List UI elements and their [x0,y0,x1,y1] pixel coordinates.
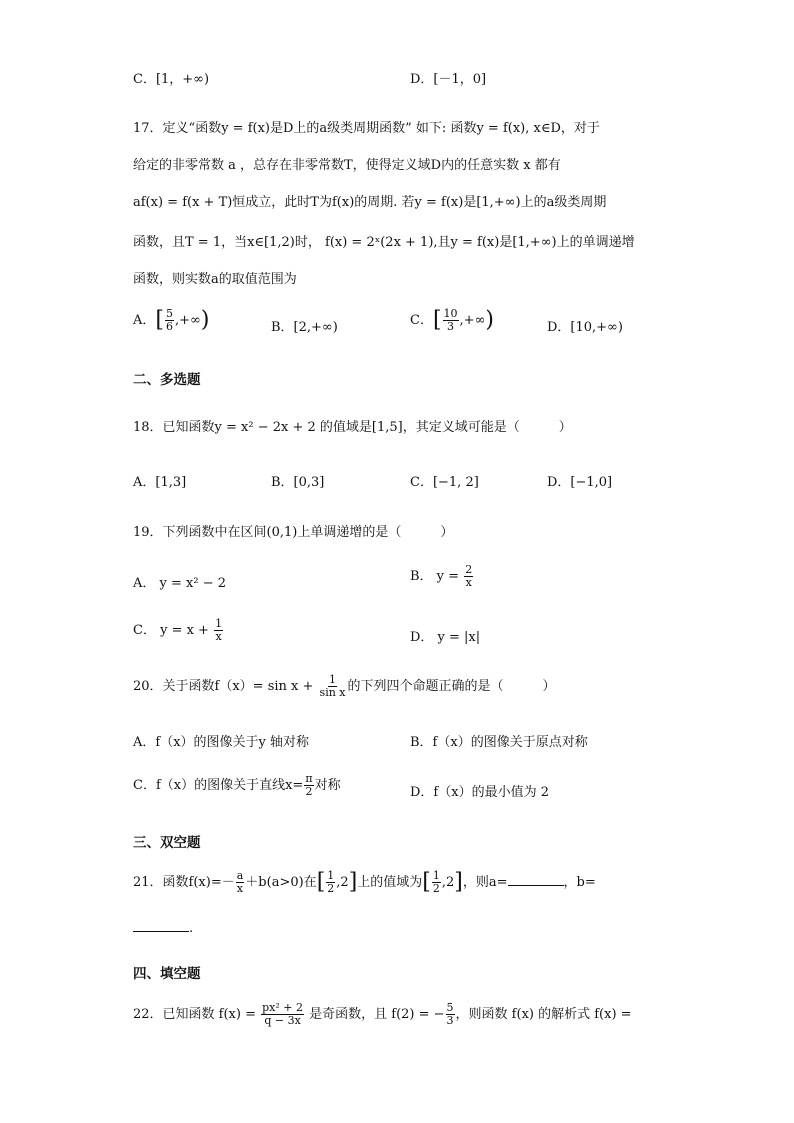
fraction-numerator: 1 [329,673,337,686]
fraction-denominator: 6 [165,320,173,333]
fraction-numerator: 5 [446,1001,454,1014]
fraction-denominator: x [236,882,244,895]
q17-option-d: D．[10,+∞) [547,320,623,335]
fraction-numerator: a [236,869,244,882]
q16-option-c: C．[1，+∞) [133,72,210,87]
q18-option-b: B．[0,3] [271,475,325,490]
q19-option-b: B． y = $\frac{2}{x}$ [410,563,473,589]
fraction-denominator: 3 [447,320,455,333]
q20-option-a: A．f（x）的图像关于y 轴对称 [133,735,310,750]
fraction-denominator: sin x [319,686,346,699]
q17-option-a: A．[ $\frac{5}{6}$ ,+∞) [133,307,210,333]
q17-option-b: B．[2,+∞) [271,320,338,335]
fraction-denominator: 2 [327,882,335,895]
answer-blank-b[interactable] [133,918,189,932]
q21-stem: 21．函数f(x)=－ $\frac{a}{x}$ ＋b(a>0)在[ $\frac{1}{2}$ ,2]上的值域为[ $\frac{1}{2}$ ,2]，则a= ，b= [133,869,596,895]
fraction-denominator: q − 3x [264,1014,301,1027]
q18-stem: 18．已知函数y = x² − 2x + 2 的值域是[1,5]，其定义域可能是（ ） [133,420,572,435]
fraction-numerator: 5 [165,307,173,320]
q19-option-d: D． y = |x| [410,630,481,645]
q19-option-c: C． y = x + $\frac{1}{x}$ [133,617,223,643]
q20-option-b: B．f（x）的图像关于原点对称 [410,735,588,750]
q19-stem: 19．下列函数中在区间(0,1)上单调递增的是（ ） [133,525,454,540]
fraction-numerator: 2 [465,563,473,576]
fraction-denominator: 2 [432,882,440,895]
q18-option-a: A．[1,3] [133,475,187,490]
fraction-denominator: x [215,630,222,643]
fraction-numerator: 1 [432,869,440,882]
fraction-denominator: 2 [305,785,313,798]
q17-line-4: 函数，且T = 1，当x∈[1,2)时， f(x) = 2ˣ(2x + 1),且y = f(x)是[1,+∞)上的单调递增 [133,235,635,250]
q19-option-a: A． y = x² − 2 [133,576,226,591]
q17-line-2: 给定的非零常数 a ，总存在非零常数T，使得定义域D内的任意实数 x 都有 [133,158,561,173]
q22-stem: 22．已知函数 f(x) = $\frac{\text{px² + 2}}{q - 3x}$ 是奇函数，且 f(2) = − $\frac{5}{3}$ ，则函数 f(x) 的解析式 f(x) = [133,1001,632,1027]
q17-option-c: C．[ $\frac{10}{3}$ ,+∞) [410,307,494,333]
q18-option-c: C．[−1, 2] [410,475,479,490]
q17-line-1: 17．定义“函数y = f(x)是D上的a级类周期函数” 如下: 函数y = f(x), x∈D，对于 [133,121,600,136]
q20-stem: 20．关于函数f（x）= sin x + $\frac{1}{\text{sin x}}$ 的下列四个命题正确的是（ ） [133,673,556,699]
section-heading-multi-choice: 二、多选题 [133,372,201,388]
q16-option-d: D．[－1，0] [410,72,487,87]
answer-blank-a[interactable] [508,872,564,886]
q20-option-c: C．f（x）的图像关于直线x= $\frac{\pi}{2}$ 对称 [133,772,341,798]
section-heading-double-blank: 三、双空题 [133,835,201,851]
fraction-numerator: 10 [443,307,458,320]
q17-line-3: af(x) = f(x + T)恒成立，此时T为f(x)的周期. 若y = f(x)是[1,+∞)上的a级类周期 [133,195,607,210]
q20-option-d: D．f（x）的最小值为 2 [410,785,549,800]
fraction-numerator: px² + 2 [262,1001,303,1014]
q21-continuation: . [133,918,193,936]
q18-option-d: D．[−1,0] [547,475,613,490]
fraction-denominator: 3 [446,1014,454,1027]
section-heading-fill-blank: 四、填空题 [133,966,201,982]
fraction-numerator: 1 [327,869,335,882]
fraction-denominator: x [465,576,472,589]
fraction-numerator: π [305,772,313,785]
q17-line-5: 函数，则实数a的取值范围为 [133,272,297,287]
fraction-numerator: 1 [215,617,223,630]
